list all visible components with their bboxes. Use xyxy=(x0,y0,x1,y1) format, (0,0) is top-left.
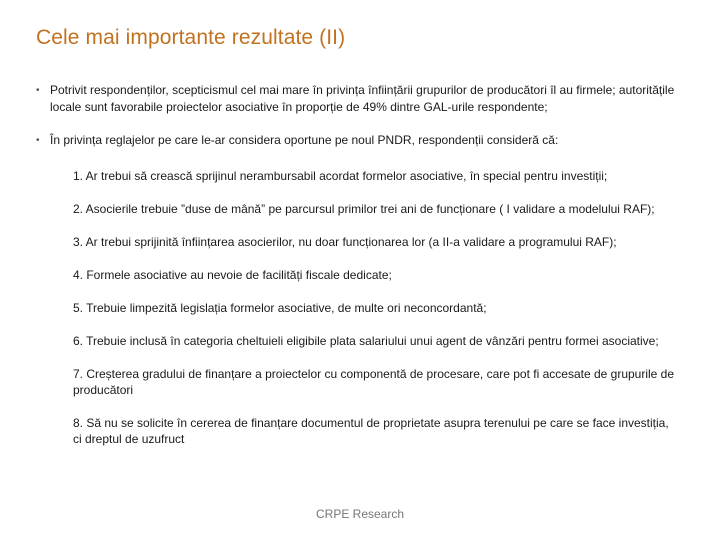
bullet-icon: • xyxy=(36,85,40,96)
bullet-text: Potrivit respondenților, scepticismul cel mai mare în privința înființării grupurilor de producători îl au firmele; autoritățile locale sunt favorabile proiectelor asociative în proporție de 49% dintre GAL-urile respondente; xyxy=(50,83,675,114)
footer-text: CRPE Research xyxy=(315,507,405,521)
list-item: 7. Creșterea gradului de finanțare a proiectelor cu componentă de procesare, care pot fi accesate de grupurile de producători xyxy=(73,367,675,397)
bullet-list xyxy=(36,82,686,165)
bullet-item xyxy=(36,132,686,149)
list-item: 6. Trebuie inclusă în categoria cheltuieli eligibile plata salariului unui agent de vânzări pentru formei asociative; xyxy=(73,334,659,348)
list-item: 4. Formele asociative au nevoie de facilități fiscale dedicate; xyxy=(73,268,392,282)
list-item: 5. Trebuie limpezită legislația formelor asociative, de multe ori neconcordantă; xyxy=(73,301,487,315)
list-item: 8. Să nu se solicite în cererea de finanțare documentul de proprietate asupra terenului pe care se face investiția, ci dreptul de uzufruct xyxy=(73,416,669,446)
list-item: 3. Ar trebui sprijinită înființarea asocierilor, nu doar funcționarea lor (a II-a validare a programului RAF); xyxy=(73,235,617,249)
numbered-list xyxy=(73,168,678,464)
bullet-icon: • xyxy=(36,135,40,146)
bullet-text: În privința reglajelor pe care le-ar considera oportune pe noul PNDR, respondenții consideră că: xyxy=(50,133,559,147)
slide-title: Cele mai importante rezultate (II) xyxy=(36,26,346,49)
list-item: 2. Asocierile trebuie ”duse de mână” pe parcursul primilor trei ani de funcționare ( I validare a modelului RAF); xyxy=(73,202,655,216)
bullet-item xyxy=(36,82,686,116)
list-item: 1. Ar trebui să crească sprijinul nerambursabil acordat formelor asociative, în special pentru investiții; xyxy=(73,169,608,183)
